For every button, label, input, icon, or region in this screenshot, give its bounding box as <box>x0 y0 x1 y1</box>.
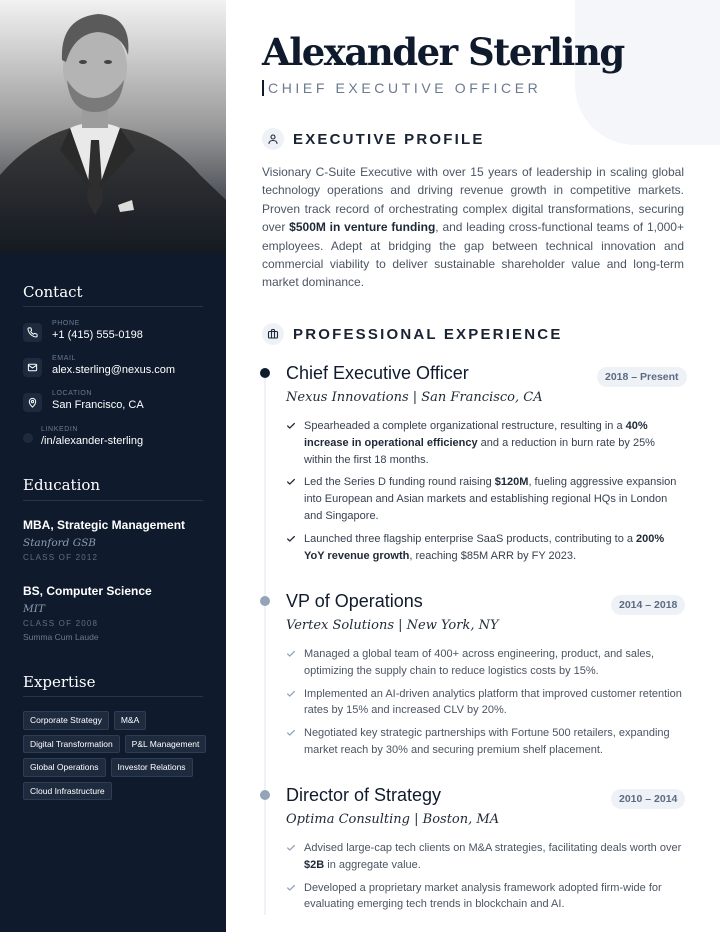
graduation-year: CLASS OF 2008 <box>23 619 99 628</box>
contact-linkedin[interactable] <box>23 426 213 454</box>
achievement-text: Developed a proprietary market analysis framework adopted firm-wide for evaluating emerging tech trends in blockchain and AI. <box>304 881 662 911</box>
honors-note: Summa Cum Laude <box>23 632 99 642</box>
skill-tag: Global Operations <box>23 758 106 777</box>
achievement-item <box>286 880 684 914</box>
contact-location <box>23 390 213 418</box>
check-icon <box>286 883 296 893</box>
job-company: Vertex Solutions | New York, NY <box>286 618 499 633</box>
job-achievements <box>286 840 684 919</box>
profile-summary <box>262 163 684 292</box>
check-icon <box>286 649 296 659</box>
achievement-highlight: 40% increase in operational efficiency <box>304 420 648 449</box>
achievement-item <box>286 725 684 759</box>
contact-heading: Contact <box>23 283 83 301</box>
job-achievements <box>286 646 684 765</box>
profile-heading: EXECUTIVE PROFILE <box>293 131 485 148</box>
job-title: Director of Strategy <box>286 785 442 805</box>
achievement-text: Led the Series D funding round raising <box>304 476 495 489</box>
linkedin-value: /in/alexander-sterling <box>41 435 144 447</box>
achievement-text: Implemented an AI-driven analytics platform that improved customer retention rates by 15% and increased CLV by 20%. <box>304 687 682 717</box>
job-company: Optima Consulting | Boston, MA <box>286 812 500 827</box>
job-dates: 2010 – 2014 <box>611 789 685 809</box>
job-dates: 2018 – Present <box>597 367 687 387</box>
education-heading: Education <box>23 476 101 494</box>
achievement-text: Managed a global team of 400+ across engineering, product, and sales, optimizing the supply chain to reduce logistics costs by 15%. <box>304 648 655 677</box>
check-icon <box>286 421 296 431</box>
skill-tag: Investor Relations <box>111 758 193 777</box>
skill-tag: Corporate Strategy <box>23 711 109 730</box>
profile-highlight: $500M in venture funding <box>289 220 436 235</box>
achievement-text: and a reduction in burn rate by 25% within the first 18 months. <box>304 436 655 466</box>
mail-icon <box>23 358 42 377</box>
degree: BS, Computer Science <box>23 584 152 598</box>
check-icon <box>286 843 296 853</box>
check-icon <box>286 534 296 544</box>
map-pin-icon <box>23 393 42 412</box>
education-item <box>23 518 213 562</box>
phone-value: +1 (415) 555-0198 <box>52 329 143 341</box>
achievement-text: in aggregate value. <box>324 858 421 871</box>
achievement-item <box>286 686 684 720</box>
timeline-dot <box>260 368 270 378</box>
location-label: LOCATION <box>52 390 93 397</box>
achievement-text: Negotiated key strategic partnerships with Fortune 500 retailers, expanding market reach by 30% and securing premium shelf placement. <box>304 727 670 756</box>
skill-tag: Cloud Infrastructure <box>23 782 112 801</box>
job-dates: 2014 – 2018 <box>611 595 685 615</box>
education-divider <box>23 500 203 501</box>
timeline-line <box>264 372 266 915</box>
achievement-highlight: $120M <box>494 476 529 489</box>
contact-email[interactable] <box>23 355 213 383</box>
degree: MBA, Strategic Management <box>23 518 186 532</box>
school: MIT <box>23 603 45 615</box>
expertise-heading: Expertise <box>23 673 96 691</box>
phone-label: PHONE <box>52 320 80 327</box>
timeline-dot <box>260 596 270 606</box>
skill-tag: P&L Management <box>125 735 207 754</box>
contact-divider <box>23 306 203 307</box>
email-value: alex.sterling@nexus.com <box>52 364 176 376</box>
achievement-item <box>286 531 684 565</box>
education-item <box>23 584 213 642</box>
school: Stanford GSB <box>23 537 97 549</box>
job-achievements <box>286 418 684 570</box>
profile-text: Visionary C-Suite Executive with over 15 years of leadership in scaling global technology operations and driving revenue growth in competitive markets. Proven track record of orchestrating complex digital transformations, securing over <box>262 165 684 235</box>
profile-photo <box>0 0 226 254</box>
linkedin-label: LINKEDIN <box>41 426 79 433</box>
skill-tag: M&A <box>114 711 146 730</box>
candidate-name: Alexander Sterling <box>262 30 624 74</box>
achievement-text: Advised large-cap tech clients on M&A strategies, facilitating deals worth over <box>304 842 682 854</box>
job-company: Nexus Innovations | San Francisco, CA <box>286 390 543 405</box>
achievement-item <box>286 418 684 468</box>
job-title: VP of Operations <box>286 591 423 611</box>
achievement-text: Launched three flagship enterprise SaaS products, contributing to a <box>304 532 637 545</box>
sidebar <box>0 0 226 932</box>
check-icon <box>286 728 296 738</box>
check-icon <box>286 689 296 699</box>
expertise-divider <box>23 696 203 697</box>
timeline-dot <box>260 790 270 800</box>
location-value: San Francisco, CA <box>52 399 144 411</box>
candidate-title: CHIEF EXECUTIVE OFFICER <box>268 80 542 96</box>
experience-heading: PROFESSIONAL EXPERIENCE <box>293 326 563 343</box>
skill-tag: Digital Transformation <box>23 735 120 754</box>
achievement-highlight: 200% YoY revenue growth <box>304 532 665 562</box>
linkedin-icon <box>23 433 33 443</box>
check-icon <box>286 477 296 487</box>
achievement-item <box>286 474 684 524</box>
profile-text: , and leading cross-functional teams of 1,000+ employees. Adept at bridging the gap between technical innovation and commercial viability to deliver sustainable shareholder value and long-term market dominance. <box>262 220 684 290</box>
achievement-text: Spearheaded a complete organizational restructure, resulting in a <box>304 420 626 432</box>
achievement-text: , reaching $85M ARR by FY 2023. <box>409 549 577 562</box>
achievement-highlight: $2B <box>304 858 325 871</box>
graduation-year: CLASS OF 2012 <box>23 553 99 562</box>
email-label: EMAIL <box>52 355 77 362</box>
user-icon <box>262 128 284 150</box>
contact-phone[interactable] <box>23 320 213 348</box>
achievement-item <box>286 646 684 680</box>
achievement-item <box>286 840 684 874</box>
briefcase-icon <box>262 323 284 345</box>
achievement-text: , fueling aggressive expansion into European and Asian markets and establishing regional HQs in London and Singapore. <box>304 476 677 522</box>
job-title: Chief Executive Officer <box>286 363 469 383</box>
phone-icon <box>23 323 42 342</box>
expertise-tags <box>23 711 213 800</box>
title-accent-bar <box>262 80 264 96</box>
